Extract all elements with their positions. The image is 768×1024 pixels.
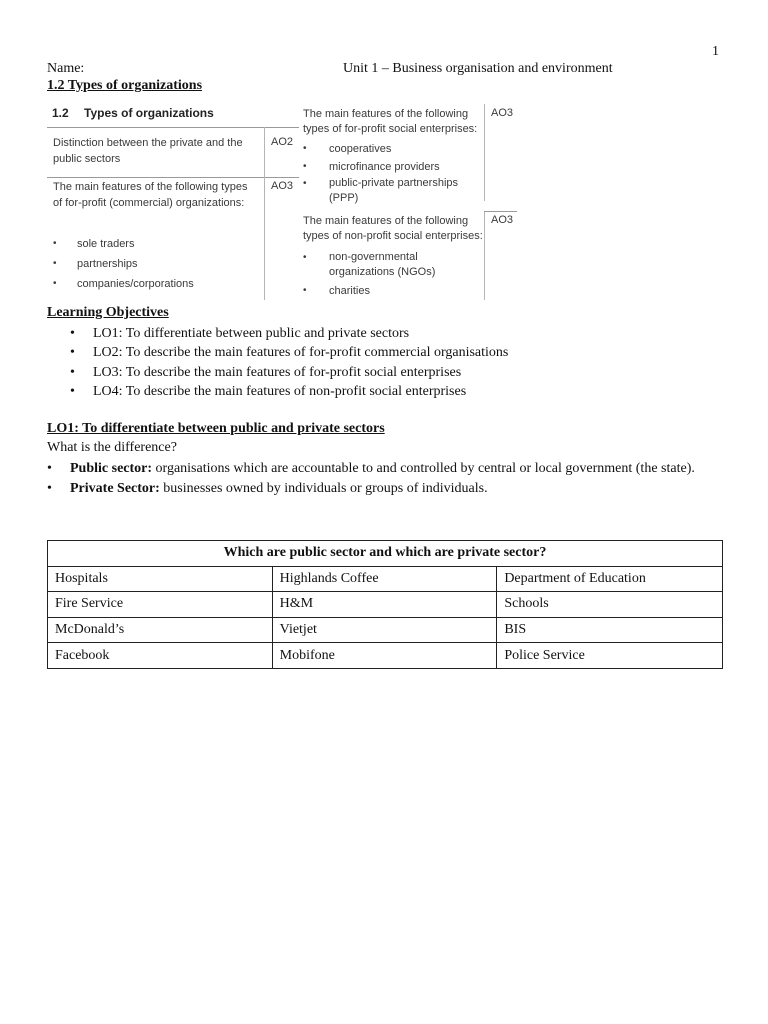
table-cell: Mobifone	[272, 643, 497, 669]
list-item: • partnerships	[47, 254, 194, 274]
syllabus-title: Types of organizations	[84, 106, 214, 120]
table-cell: Fire Service	[48, 592, 273, 618]
table-cell: Department of Education	[497, 566, 723, 592]
syllabus-row-text: Distinction between the private and the public sectors	[53, 137, 243, 165]
lo1-heading: LO1: To differentiate between public and private sectors	[47, 421, 385, 436]
syllabus-header	[47, 106, 299, 120]
syllabus-row-text: The main features of the following types of for-profit social enterprises:	[303, 108, 478, 135]
list-item: • sole traders	[47, 234, 194, 254]
table-row	[48, 566, 723, 592]
assessment-objective: AO3	[491, 214, 514, 226]
table-cell: Vietjet	[272, 617, 497, 643]
definition-term: Private Sector:	[70, 480, 160, 496]
sector-sort-table	[47, 540, 723, 669]
syllabus-row-text: The main features of the following types of for-profit (commercial) organizations:	[53, 181, 248, 209]
syllabus-row-text: The main features of the following types of non-profit social enterprises:	[303, 215, 483, 242]
syllabus-excerpt	[47, 104, 517, 300]
definition-text: businesses owned by individuals or groups of individuals.	[159, 480, 488, 496]
divider	[264, 177, 265, 300]
syllabus-bullets	[303, 140, 483, 206]
table-title: Which are public sector and which are private sector?	[48, 541, 723, 567]
table-cell: Hospitals	[48, 566, 273, 592]
list-item: • cooperatives	[303, 140, 483, 158]
list-item: • charities	[303, 282, 483, 300]
divider	[484, 104, 485, 201]
syllabus-number: 1.2	[52, 106, 69, 120]
learning-objectives-heading: Learning Objectives	[47, 305, 169, 320]
table-cell: Schools	[497, 592, 723, 618]
definition-term: Public sector:	[70, 461, 153, 476]
table-cell: Highlands Coffee	[272, 566, 497, 592]
name-label: Name:	[47, 61, 85, 76]
definition-text: organisations which are accountable to and controlled by central or local government (the state).	[152, 461, 695, 476]
list-item: • microfinance providers	[303, 158, 483, 176]
learning-objectives-list	[70, 324, 508, 402]
unit-title: Unit 1 – Business organisation and environment	[343, 61, 613, 76]
list-item: • LO4: To describe the main features of non-profit social enterprises	[70, 382, 508, 401]
list-item: • LO1: To differentiate between public and private sectors	[70, 324, 508, 343]
section-heading: 1.2 Types of organizations	[47, 78, 203, 93]
list-item: • public-private partnerships (PPP)	[303, 176, 483, 206]
table-header-row	[48, 541, 723, 567]
table-cell: BIS	[497, 617, 723, 643]
divider	[264, 127, 265, 177]
divider	[47, 127, 299, 128]
question-text: What is the difference?	[47, 440, 177, 455]
table-row	[48, 643, 723, 669]
list-item: • companies/corporations	[47, 274, 194, 294]
table-cell: H&M	[272, 592, 497, 618]
syllabus-bullets	[47, 234, 194, 294]
definition-private-sector	[47, 479, 727, 499]
assessment-objective: AO2	[271, 136, 294, 148]
assessment-objective: AO3	[491, 107, 514, 119]
definition-public-sector	[47, 459, 727, 479]
divider	[484, 211, 517, 212]
table-row	[48, 592, 723, 618]
table-cell: Police Service	[497, 643, 723, 669]
divider	[484, 212, 485, 300]
table-cell: Facebook	[48, 643, 273, 669]
table-cell: McDonald’s	[48, 617, 273, 643]
divider	[47, 177, 299, 178]
list-item: • LO2: To describe the main features of for-profit commercial organisations	[70, 343, 508, 362]
definitions-list	[47, 459, 727, 498]
table-row	[48, 617, 723, 643]
assessment-objective: AO3	[271, 180, 294, 192]
list-item: • non-governmental organizations (NGOs)	[303, 250, 483, 280]
page-number: 1	[712, 44, 719, 59]
syllabus-bullets	[303, 250, 483, 300]
list-item: • LO3: To describe the main features of for-profit social enterprises	[70, 363, 508, 382]
